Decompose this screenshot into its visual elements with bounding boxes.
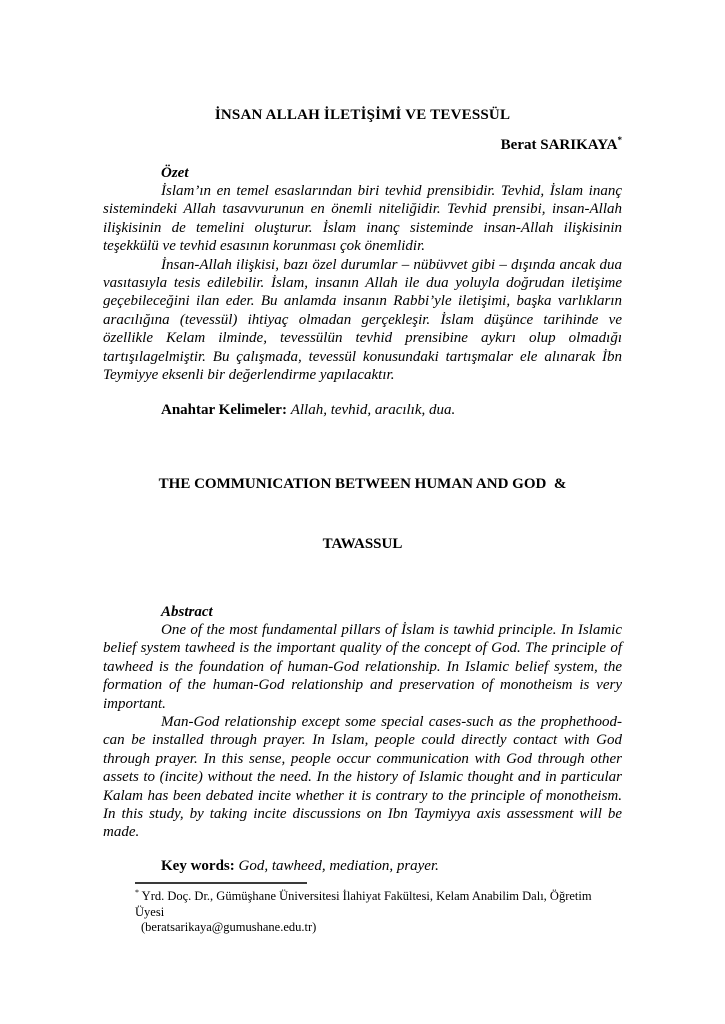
- article-title-english: [103, 434, 622, 594]
- abstract-paragraph-1: One of the most fundamental pillars of İslam is tawhid principle. In Islamic belief system tawheed is the important quality of the concept of God. The principle of tawheed is the foundation of human-God relationship. In Islamic belief system, the formation of the human-God relationship and preservation of monotheism is very important.: [103, 621, 622, 712]
- article-title-english-line-1: THE COMMUNICATION BETWEEN HUMAN AND GOD &: [158, 475, 567, 492]
- abstract-label: Abstract: [161, 603, 213, 620]
- footnote-mark: *: [135, 887, 139, 897]
- author-footnote-mark: *: [617, 135, 622, 145]
- footnote-email: (beratsarikaya@gumushane.edu.tr): [141, 920, 317, 934]
- keywords-label: Key words:: [161, 857, 235, 874]
- author-name: Berat SARIKAYA: [500, 137, 618, 153]
- ozet-paragraph-2: İnsan-Allah ilişkisi, bazı özel durumlar – nübüvvet gibi – dışında ancak dua vasıtasıyla tesis edilebilir. İslam, insanın Allah ile dua yoluyla doğrudan iletişime geçebileceğini ilan eder. Bu anlamda insanın Rabbi’yle iletişimi, başka varlıkların aracılığına (tevessül) ihtiyaç olmadan gerçekleşir. İslam düşünce tarihinde ve özellikle Kelam ilminde, tevessülün tevhid prensibine aykırı olup olmadığı tartışılagelmiştir. Bu çalışmada, tevessül konusundaki tartışmalar ele alınarak İbn Teymiyye eksenli bir değerlendirme yapılacaktır.: [103, 256, 622, 384]
- page-content: [103, 106, 622, 875]
- keywords-line: [103, 857, 622, 875]
- ozet-paragraph-1: İslam’ın en temel esaslarından biri tevhid prensibidir. Tevhid, İslam inanç sistemindeki Allah tasavvurunun en önemli niteliğidir. Tevhid prensibi, insan-Allah ilişkisinin de temelini oluşturur. İslam inanç sisteminde insan-Allah ilişkisinin teşekkülü ve tevhid esasının korunması çok önemlidir.: [103, 183, 622, 255]
- footnote-separator-rule: [135, 882, 307, 884]
- author-line: [103, 136, 622, 154]
- article-title-english-line-2: TAWASSUL: [322, 535, 403, 552]
- footnote: [135, 889, 613, 936]
- ozet-label: Özet: [161, 165, 189, 181]
- abstract-paragraph-2: Man-God relationship except some special cases-such as the prophethood-can be installed through prayer. In Islam, people could directly contact with God through prayer. In this sense, people occur communication with God through other assets to (incite) without the need. In the history of Islamic thought and in particular Kalam has been debated incite whether it is contrary to the principle of monotheism. In this study, by taking incite discussions on Ibn Taymiyya axis assessment will be made.: [103, 713, 622, 841]
- footnote-text: Yrd. Doç. Dr., Gümüşhane Üniversitesi İlahiyat Fakültesi, Kelam Anabilim Dalı, Öğretim Üyesi: [135, 889, 592, 919]
- anahtar-kelimeler-label: Anahtar Kelimeler:: [161, 402, 287, 419]
- anahtar-kelimeler-value: Allah, tevhid, aracılık, dua.: [290, 402, 456, 419]
- footnote-text-line: [135, 889, 613, 920]
- article-title-turkish: İNSAN ALLAH İLETİŞİMİ VE TEVESSÜL: [214, 107, 511, 123]
- anahtar-kelimeler-line: [103, 401, 622, 419]
- keywords-value: God, tawheed, mediation, prayer.: [238, 857, 439, 874]
